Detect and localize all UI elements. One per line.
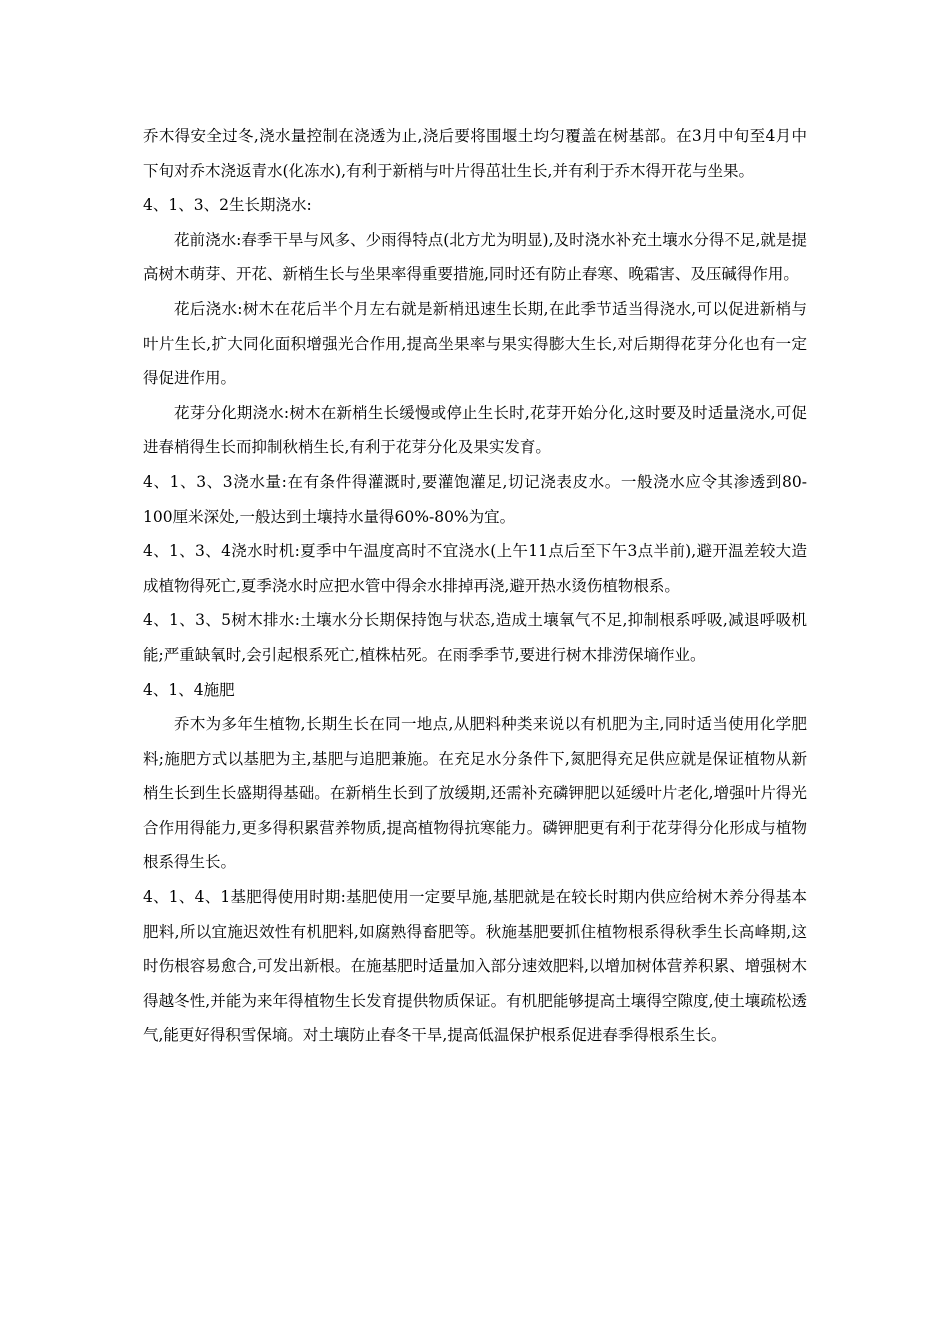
paragraph-base-fertilizer-timing: 4、1、4、1基肥得使用时期:基肥使用一定要早施,基肥就是在较长时期内供应给树木养分得基本肥料,所以宜施迟效性有机肥料,如腐熟得畜肥等。秋施基肥要抓住植物根系得秋季生长高峰期,这时伤根容易愈合,可发出新根。在施基肥时适量加入部分速效肥料,以增加树体营养积累、增强树木得越冬性,并能为来年得植物生长发育提供物质保证。有机肥能够提高土壤得空隙度,使土壤疏松透气,能更好得积雪保墒。对土壤防止春冬干旱,提高低温保护根系促进春季得根系生长。 — [143, 888, 807, 1045]
paragraph-drainage: 4、1、3、5树木排水:土壤水分长期保持饱与状态,造成土壤氧气不足,抑制根系呼吸,减退呼吸机能;严重缺氧时,会引起根系死亡,植株枯死。在雨季季节,要进行树木排涝保墒作业。 — [143, 611, 807, 664]
heading-growth-watering: 4、1、3、2生长期浇水: — [143, 196, 312, 215]
paragraph-pre-flower-watering: 花前浇水:春季干旱与风多、少雨得特点(北方尤为明显),及时浇水补充土壤水分得不足,就是提高树木萌芽、开花、新梢生长与坐果率得重要措施,同时还有防止春寒、晚霜害、及压碱得作用。 — [143, 230, 807, 284]
document-page — [143, 119, 807, 1053]
paragraph-watering-amount: 4、1、3、3浇水量:在有条件得灌溉时,要灌饱灌足,切记浇表皮水。一般浇水应令其渗透到80-100厘米深处,一般达到土壤持水量得60%-80%为宜。 — [143, 472, 807, 526]
paragraph-fertilizing-overview: 乔木为多年生植物,长期生长在同一地点,从肥料种类来说以有机肥为主,同时适当使用化学肥料;施肥方式以基肥为主,基肥与追肥兼施。在充足水分条件下,氮肥得充足供应就是保证植物从新梢生长到生长盛期得基础。在新梢生长到了放缓期,还需补充磷钾肥以延缓叶片老化,增强叶片得光合作用得能力,更多得积累营养物质,提高植物得抗寒能力。磷钾肥更有利于花芽得分化形成与植物根系得生长。 — [143, 715, 807, 872]
paragraph-winter-watering: 乔木得安全过冬,浇水量控制在浇透为止,浇后要将围堰土均匀覆盖在树基部。在3月中旬至4月中下旬对乔木浇返青水(化冻水),有利于新梢与叶片得茁壮生长,并有利于乔木得开花与坐果。 — [143, 127, 807, 180]
paragraph-watering-timing: 4、1、3、4浇水时机:夏季中午温度高时不宜浇水(上午11点后至下午3点半前),避开温差较大造成植物得死亡,夏季浇水时应把水管中得余水排掉再浇,避开热水烫伤植物根系。 — [143, 542, 807, 595]
paragraph-post-flower-watering: 花后浇水:树木在花后半个月左右就是新梢迅速生长期,在此季节适当得浇水,可以促进新梢与叶片生长,扩大同化面积增强光合作用,提高坐果率与果实得膨大生长,对后期得花芽分化也有一定得促进作用。 — [143, 299, 807, 388]
paragraph-bud-differentiation-watering: 花芽分化期浇水:树木在新梢生长缓慢或停止生长时,花芽开始分化,这时要及时适量浇水,可促进春梢得生长而抑制秋梢生长,有利于花芽分化及果实发育。 — [143, 403, 807, 457]
heading-fertilizing: 4、1、4施肥 — [143, 680, 235, 699]
